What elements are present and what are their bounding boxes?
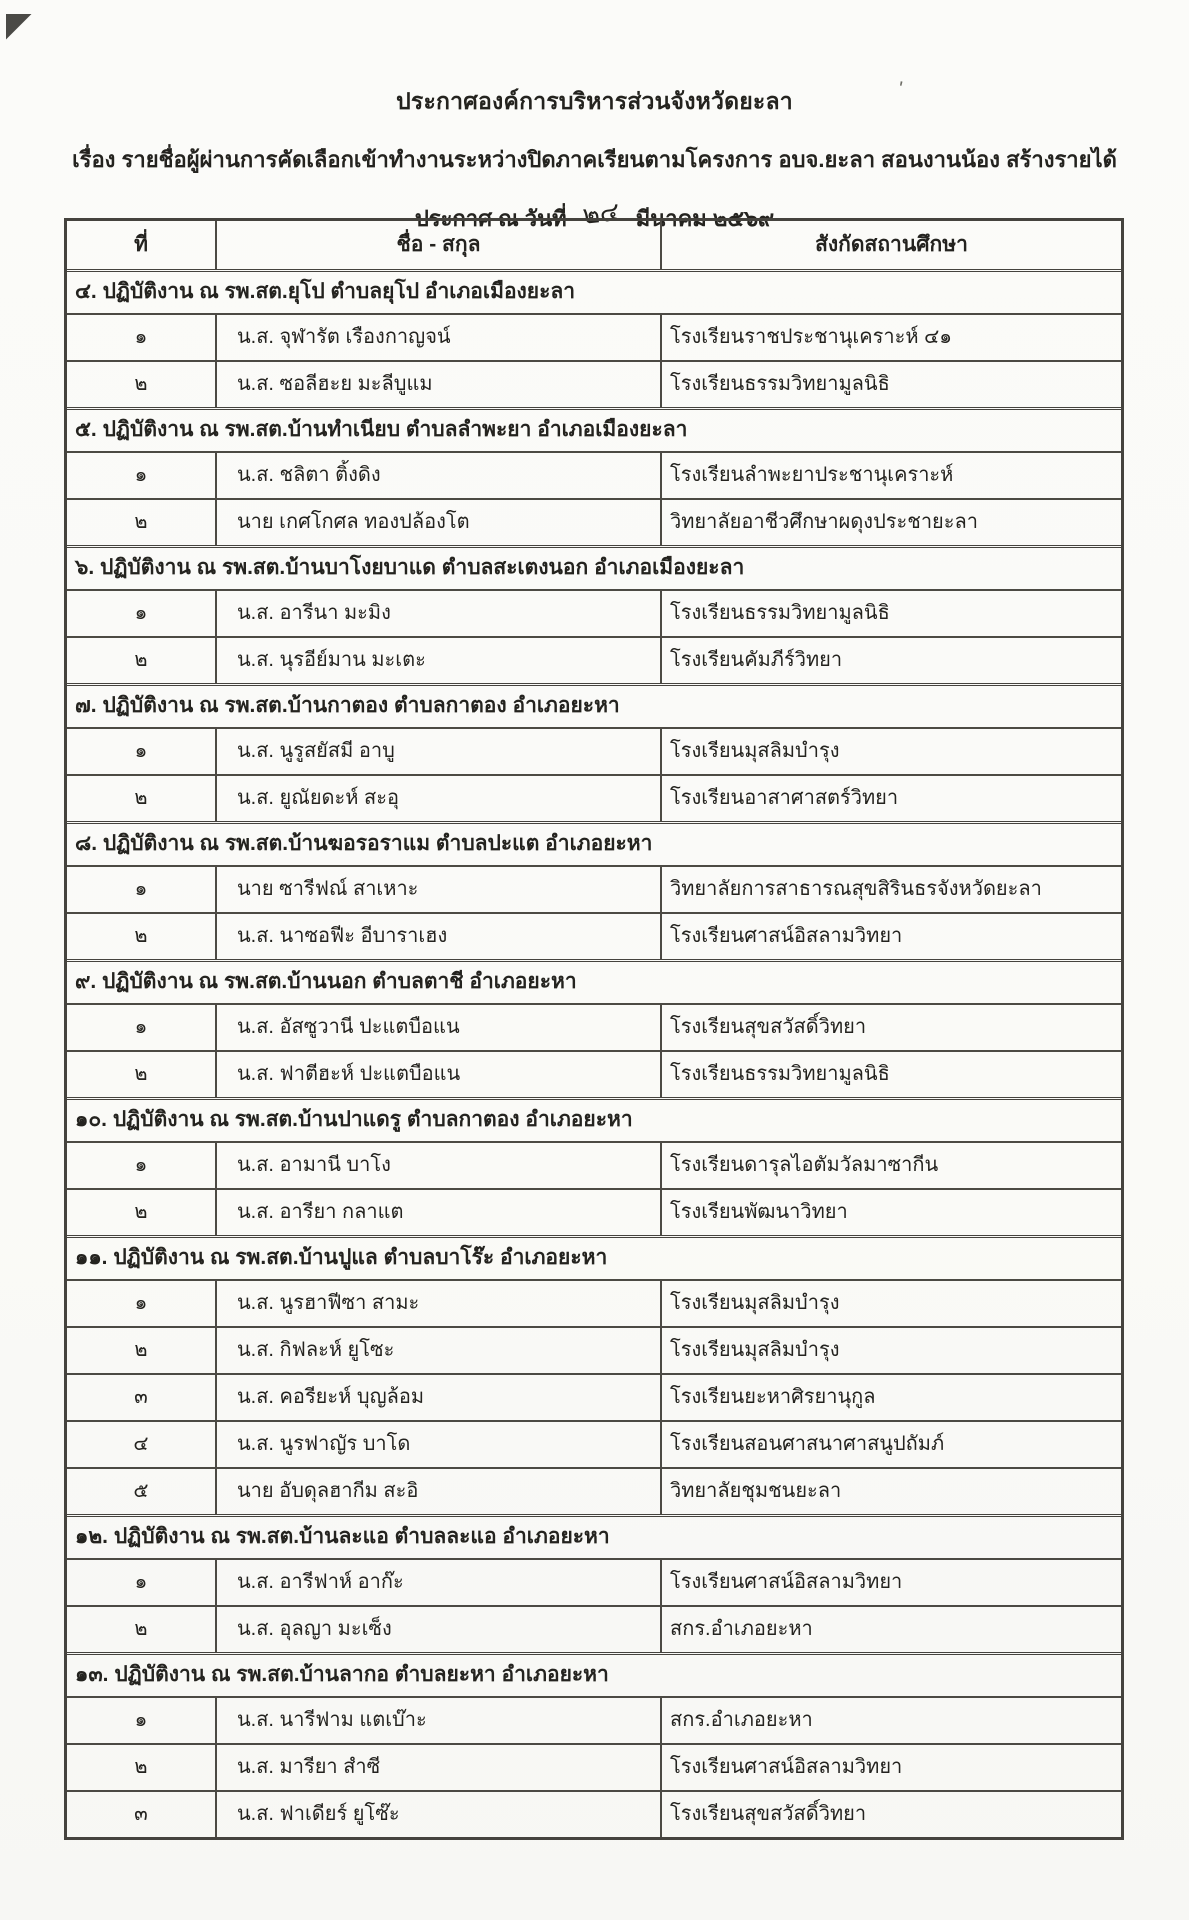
- row-name: น.ส. อารีฟาห์ อาก๊ะ: [217, 1560, 662, 1605]
- row-school: โรงเรียนศาสน์อิสลามวิทยา: [670, 1756, 903, 1778]
- row-number: ๕: [67, 1469, 217, 1514]
- table-row: [67, 498, 1121, 545]
- section-header-row: [67, 1235, 1121, 1279]
- section-header-row: [67, 683, 1121, 727]
- section-header-row: [67, 407, 1121, 451]
- scan-artifact-mark: ': [895, 77, 905, 101]
- row-school: โรงเรียนศาสน์อิสลามวิทยา: [670, 925, 903, 947]
- scan-artifact-corner: [6, 14, 32, 44]
- column-header-school: สังกัดสถานศึกษา: [815, 232, 968, 256]
- row-name: น.ส. ฟาตีฮะห์ ปะแตบือแน: [217, 1052, 662, 1097]
- table-row: [67, 636, 1121, 683]
- row-number: ๑: [67, 867, 217, 912]
- section-header-row: [67, 1097, 1121, 1141]
- date-prefix: ประกาศ ณ วันที่: [414, 206, 567, 231]
- row-school: วิทยาลัยการสาธารณสุขสิรินธรจังหวัดยะลา: [670, 878, 1042, 900]
- row-school: โรงเรียนธรรมวิทยามูลนิธิ: [670, 602, 890, 624]
- row-school: โรงเรียนพัฒนาวิทยา: [670, 1201, 848, 1223]
- row-school: วิทยาลัยชุมชนยะลา: [670, 1480, 842, 1502]
- section-header-label: ๑๐. ปฏิบัติงาน ณ รพ.สต.บ้านปาแดรู ตำบลกาตอง อำเภอยะหา: [75, 1108, 633, 1132]
- row-number: ๒: [67, 638, 217, 683]
- row-number: ๑: [67, 1560, 217, 1605]
- row-number: ๒: [67, 1607, 217, 1652]
- row-school: วิทยาลัยอาชีวศึกษาผดุงประชายะลา: [670, 511, 979, 533]
- row-name: นาย เกศโกศล ทองปล้องโต: [217, 500, 662, 545]
- row-school: โรงเรียนยะหาศิรยานุกูล: [670, 1386, 876, 1408]
- row-name: น.ส. อัสซูวานี ปะแตบือแน: [217, 1005, 662, 1050]
- row-number: ๓: [67, 1792, 217, 1837]
- date-suffix: มีนาคม ๒๕๖๙: [635, 206, 775, 231]
- table-row: [67, 451, 1121, 498]
- section-header-row: [67, 269, 1121, 313]
- row-number: ๒: [67, 1745, 217, 1790]
- section-header-label: ๑๓. ปฏิบัติงาน ณ รพ.สต.บ้านลากอ ตำบลยะหา อำเภอยะหา: [75, 1663, 609, 1687]
- table-row: [67, 727, 1121, 774]
- row-number: ๑: [67, 1143, 217, 1188]
- row-name: น.ส. ชลิตา ติ้งดิง: [217, 453, 662, 498]
- row-name: น.ส. ซอลีฮะย มะลีบูแม: [217, 362, 662, 407]
- row-name: น.ส. นูรฟาญัร บาโด: [217, 1422, 662, 1467]
- table-row: [67, 1188, 1121, 1235]
- row-number: ๑: [67, 315, 217, 360]
- table-row: [67, 313, 1121, 360]
- row-name: น.ส. อามานี บาโง: [217, 1143, 662, 1188]
- doc-subject: เรื่อง รายชื่อผู้ผ่านการคัดเลือกเข้าทำงานระหว่างปิดภาคเรียนตามโครงการ อบจ.ยะลา สอนงานน้อง สร้างรายได้: [72, 147, 1117, 172]
- row-name: น.ส. อารีนา มะมิง: [217, 591, 662, 636]
- table-row: [67, 865, 1121, 912]
- section-header-label: ๖. ปฏิบัติงาน ณ รพ.สต.บ้านบาโงยบาแด ตำบลสะเตงนอก อำเภอเมืองยะลา: [75, 556, 745, 580]
- table-row: [67, 1003, 1121, 1050]
- column-header-name: ชื่อ - สกุล: [217, 221, 662, 269]
- row-number: ๑: [67, 729, 217, 774]
- section-header-label: ๗. ปฏิบัติงาน ณ รพ.สต.บ้านกาตอง ตำบลกาตอง อำเภอยะหา: [75, 694, 620, 718]
- table-row: [67, 1743, 1121, 1790]
- row-name: น.ส. ยูณัยดะห์ สะอุ: [217, 776, 662, 821]
- row-name: น.ส. จุฬารัต เรืองกาญจน์: [217, 315, 662, 360]
- row-number: ๓: [67, 1375, 217, 1420]
- table-row: [67, 1790, 1121, 1837]
- table-row: [67, 1420, 1121, 1467]
- row-number: ๔: [67, 1422, 217, 1467]
- row-name: น.ส. นูรูสยัสมี อาบู: [217, 729, 662, 774]
- doc-title: ประกาศองค์การบริหารส่วนจังหวัดยะลา: [396, 88, 793, 114]
- row-name: น.ส. นูรฮาฟีซา สามะ: [217, 1281, 662, 1326]
- handwritten-day: ๒๔: [580, 197, 621, 231]
- table-row: [67, 1696, 1121, 1743]
- row-number: ๒: [67, 1052, 217, 1097]
- table-header-row: [67, 221, 1121, 269]
- row-school: โรงเรียนคัมภีร์วิทยา: [670, 649, 843, 671]
- section-header-label: ๑๒. ปฏิบัติงาน ณ รพ.สต.บ้านละแอ ตำบลละแอ อำเภอยะหา: [75, 1525, 610, 1549]
- row-name: น.ส. อารียา กลาแต: [217, 1190, 662, 1235]
- row-school: โรงเรียนมุสลิมบำรุง: [670, 1339, 840, 1361]
- table-row: [67, 1050, 1121, 1097]
- row-name: น.ส. นารีฟาม แตเบ๊าะ: [217, 1698, 662, 1743]
- row-school: โรงเรียนสอนศาสนาศาสนูปถัมภ์: [670, 1433, 945, 1455]
- row-school: โรงเรียนสุขสวัสดิ์วิทยา: [670, 1803, 867, 1825]
- row-number: ๒: [67, 1328, 217, 1373]
- section-header-label: ๘. ปฏิบัติงาน ณ รพ.สต.บ้านฆอรอราแม ตำบลปะแต อำเภอยะหา: [75, 832, 653, 856]
- row-number: ๑: [67, 1005, 217, 1050]
- column-header-no: ที่: [67, 221, 217, 269]
- table-row: [67, 1373, 1121, 1420]
- table-row: [67, 360, 1121, 407]
- row-name: น.ส. ฟาเดียร์ ยูโซ๊ะ: [217, 1792, 662, 1837]
- row-name: นาย ซารีฟณ์ สาเหาะ: [217, 867, 662, 912]
- section-header-row: [67, 1514, 1121, 1558]
- row-school: โรงเรียนมุสลิมบำรุง: [670, 1292, 840, 1314]
- row-number: ๒: [67, 914, 217, 959]
- row-school: โรงเรียนมุสลิมบำรุง: [670, 740, 840, 762]
- section-header-row: [67, 545, 1121, 589]
- section-header-label: ๕. ปฏิบัติงาน ณ รพ.สต.บ้านทำเนียบ ตำบลลำพะยา อำเภอเมืองยะลา: [75, 418, 688, 442]
- row-name: นาย อับดุลฮากีม สะอิ: [217, 1469, 662, 1514]
- row-name: น.ส. กิฟละห์ ยูโซะ: [217, 1328, 662, 1373]
- row-number: ๑: [67, 591, 217, 636]
- document-header: [0, 0, 1189, 238]
- table-row: [67, 1467, 1121, 1514]
- section-header-label: ๑๑. ปฏิบัติงาน ณ รพ.สต.บ้านปูแล ตำบลบาโร๊ะ อำเภอยะหา: [75, 1246, 608, 1270]
- row-number: ๑: [67, 1698, 217, 1743]
- table-row: [67, 774, 1121, 821]
- row-school: โรงเรียนศาสน์อิสลามวิทยา: [670, 1571, 903, 1593]
- results-table: [64, 218, 1124, 1840]
- row-number: ๒: [67, 1190, 217, 1235]
- section-header-label: ๔. ปฏิบัติงาน ณ รพ.สต.ยุโป ตำบลยุโป อำเภอเมืองยะลา: [75, 280, 576, 304]
- table-row: [67, 912, 1121, 959]
- table-row: [67, 1558, 1121, 1605]
- row-name: น.ส. นาซอฟีะ อีบาราเฮง: [217, 914, 662, 959]
- table-row: [67, 589, 1121, 636]
- section-header-row: [67, 821, 1121, 865]
- row-school: โรงเรียนสุขสวัสดิ์วิทยา: [670, 1016, 867, 1038]
- row-school: สกร.อำเภอยะหา: [670, 1709, 813, 1731]
- section-header-row: [67, 1652, 1121, 1696]
- row-number: ๑: [67, 1281, 217, 1326]
- row-number: ๒: [67, 500, 217, 545]
- table-row: [67, 1279, 1121, 1326]
- row-school: โรงเรียนธรรมวิทยามูลนิธิ: [670, 1063, 890, 1085]
- row-name: น.ส. คอรียะห์ บุญล้อม: [217, 1375, 662, 1420]
- row-school: สกร.อำเภอยะหา: [670, 1618, 813, 1640]
- row-name: น.ส. นุรอีย์มาน มะเตะ: [217, 638, 662, 683]
- row-school: โรงเรียนอาสาศาสตร์วิทยา: [670, 787, 899, 809]
- table-row: [67, 1605, 1121, 1652]
- row-school: โรงเรียนดารุลไอตัมวัลมาซากีน: [670, 1154, 939, 1176]
- section-header-row: [67, 959, 1121, 1003]
- row-school: โรงเรียนราชประชานุเคราะห์ ๔๑: [670, 326, 952, 348]
- row-number: ๑: [67, 453, 217, 498]
- table-row: [67, 1326, 1121, 1373]
- row-number: ๒: [67, 776, 217, 821]
- row-school: โรงเรียนธรรมวิทยามูลนิธิ: [670, 373, 890, 395]
- row-number: ๒: [67, 362, 217, 407]
- row-name: น.ส. อุลญา มะเซ็ง: [217, 1607, 662, 1652]
- row-name: น.ส. มารียา สำซี: [217, 1745, 662, 1790]
- row-school: โรงเรียนลำพะยาประชานุเคราะห์: [670, 464, 954, 486]
- section-header-label: ๙. ปฏิบัติงาน ณ รพ.สต.บ้านนอก ตำบลตาชี อำเภอยะหา: [75, 970, 577, 994]
- table-row: [67, 1141, 1121, 1188]
